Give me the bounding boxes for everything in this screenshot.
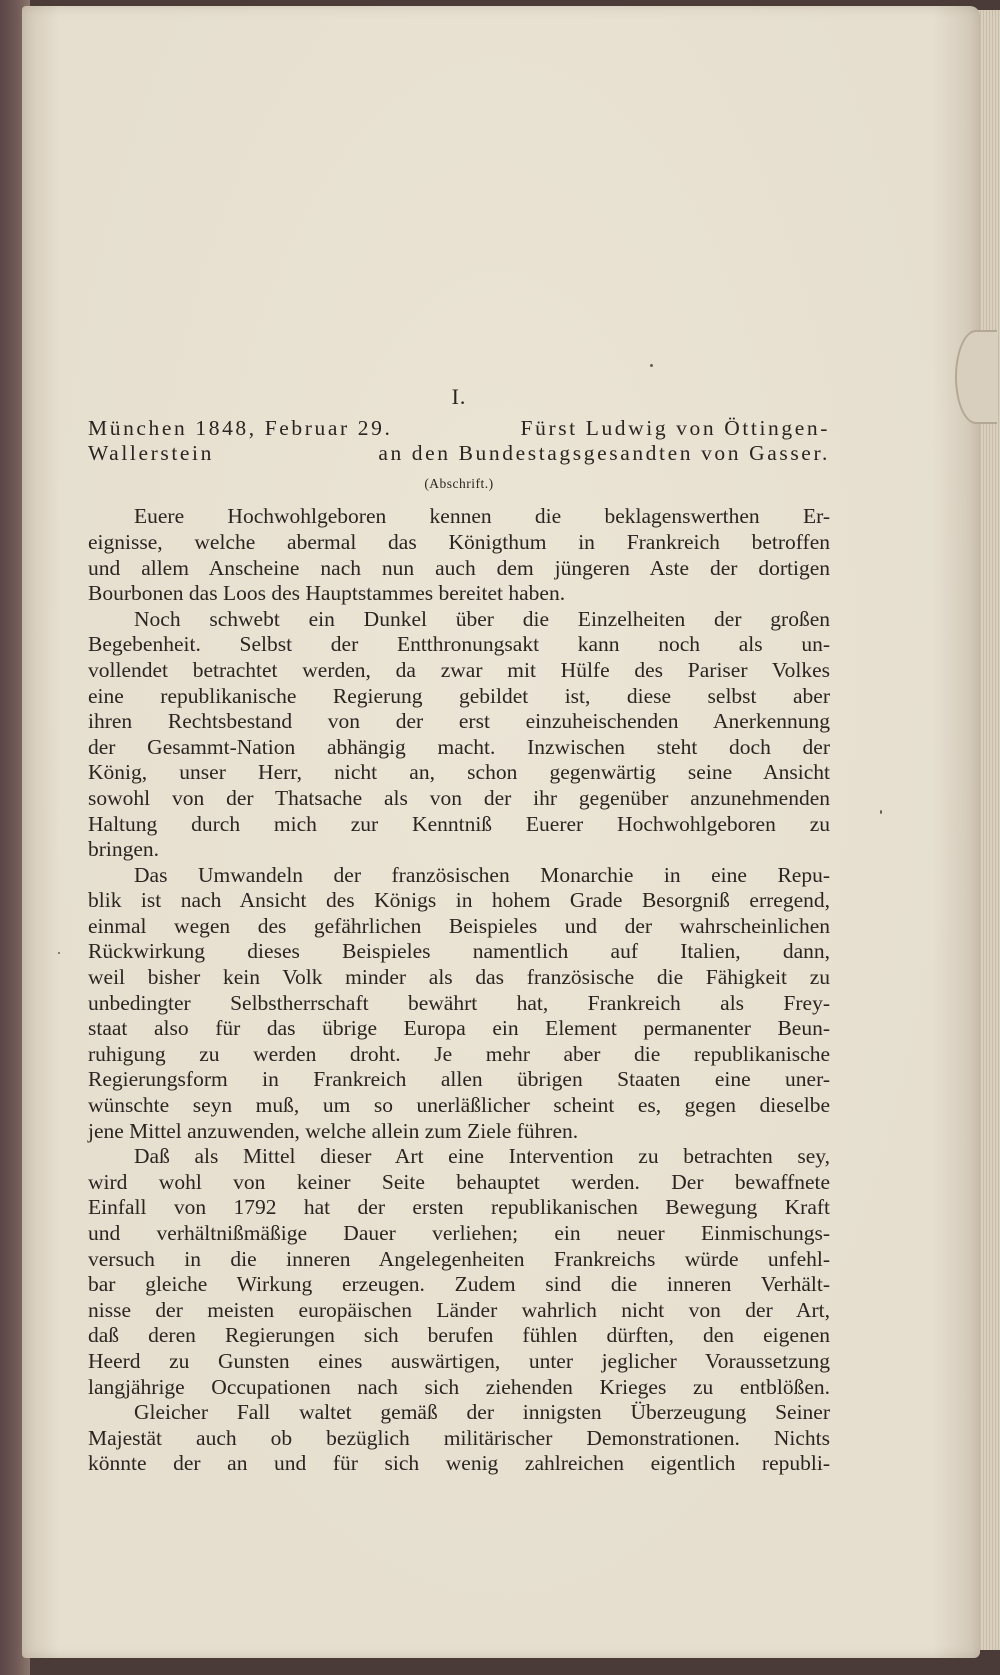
header-place-date: München 1848, Februar 29.: [88, 415, 393, 440]
text-line: Das Umwandeln der französischen Monarchie in eine Repu-: [134, 862, 830, 887]
text-line: bar gleiche Wirkung erzeugen. Zudem sind die inneren Verhält-: [88, 1272, 830, 1297]
document-body: [88, 504, 830, 1477]
text-line: staat also für das übrige Europa ein Element permanenter Beun-: [88, 1016, 830, 1041]
text-line: und verhältnißmäßige Dauer verliehen; ein neuer Einmischungs-: [88, 1221, 830, 1245]
header-sender-cont: Wallerstein: [88, 441, 214, 466]
text-line: Majestät auch ob bezüglich militärischer Demonstrationen. Nichts: [88, 1425, 830, 1450]
text-line: Regierungsform in Frankreich allen übrigen Staaten eine uner-: [88, 1067, 830, 1092]
document-header-line-2: [88, 441, 830, 467]
text-line: wird wohl von keiner Seite behauptet werden. Der bewaffnete: [88, 1169, 830, 1194]
text-line: Rückwirkung dieses Beispieles namentlich auf Italien, dann,: [88, 939, 830, 964]
text-line: vollendet betrachtet werden, da zwar mit Hülfe des Pariser Volkes: [88, 657, 830, 682]
text-line: sowohl von der Thatsache als von der ihr gegenüber anzunehmenden: [88, 785, 830, 810]
text-line: König, unser Herr, nicht an, schon gegenwärtig seine Ansicht: [88, 760, 830, 785]
text-line: ruhigung zu werden droht. Je mehr aber die republikanische: [88, 1041, 830, 1066]
text-line: unbedingter Selbstherrschaft bewährt hat, Frankreich als Frey-: [88, 990, 830, 1015]
document-text: [88, 384, 830, 1477]
text-line: daß deren Regierungen sich berufen fühlen dürften, den eigenen: [88, 1323, 830, 1348]
document-header-line-1: [88, 416, 830, 442]
text-line: nisse der meisten europäischen Länder wahrlich nicht von der Art,: [88, 1297, 830, 1322]
text-line: könnte der an und für sich wenig zahlreichen eigentlich republi-: [88, 1451, 830, 1476]
text-line: Heerd zu Gunsten eines auswärtigen, unter jeglicher Voraussetzung: [88, 1348, 830, 1373]
text-line: bringen.: [88, 837, 160, 862]
text-line: blik ist nach Ansicht des Königs in hohem Grade Besorgniß erregend,: [88, 888, 830, 913]
header-sender: Fürst Ludwig von Öttingen-: [520, 415, 830, 440]
text-line: Daß als Mittel dieser Art eine Intervention zu betrachten sey,: [134, 1144, 830, 1169]
text-line: Begebenheit. Selbst der Entthronungsakt kann noch als un-: [88, 632, 830, 657]
page-edges: [977, 10, 1000, 1650]
text-line: einmal wegen des gefährlichen Beispieles und der wahrscheinlichen: [88, 913, 830, 938]
paper-speck: [880, 810, 882, 814]
text-line: Bourbonen das Loos des Hauptstammes bereitet haben.: [88, 581, 566, 606]
paper-speck: [650, 364, 653, 367]
text-line: wünschte seyn muß, um so unerläßlicher scheint es, gegen dieselbe: [88, 1093, 830, 1118]
copy-note: (Abschrift.): [424, 475, 494, 491]
page-tab-marker: [955, 330, 997, 424]
text-line: Gleicher Fall waltet gemäß der innigsten Überzeugung Seiner: [134, 1400, 830, 1425]
paper-speck: [58, 952, 60, 954]
text-line: Einfall von 1792 hat der ersten republikanischen Bewegung Kraft: [88, 1195, 830, 1220]
text-line: versuch in die inneren Angelegenheiten Frankreichs würde unfehl-: [88, 1246, 830, 1271]
text-line: eine republikanische Regierung gebildet ist, diese selbst aber: [88, 683, 830, 708]
text-line: langjährige Occupationen nach sich ziehenden Krieges zu entblößen.: [88, 1374, 830, 1399]
header-recipient: an den Bundestagsgesandten von Gasser.: [378, 441, 830, 466]
document-number: I.: [451, 384, 467, 409]
text-line: weil bisher kein Volk minder als das französische die Fähigkeit zu: [88, 965, 830, 990]
text-line: und allem Anscheine nach nun auch dem jüngeren Aste der dortigen: [88, 555, 830, 580]
text-line: ihren Rechtsbestand von der erst einzuheischenden Anerkennung: [88, 709, 830, 734]
text-line: jene Mittel anzuwenden, welche allein zum Ziele führen.: [88, 1118, 579, 1143]
text-line: Haltung durch mich zur Kenntniß Euerer Hochwohlgeboren zu: [88, 811, 830, 836]
text-line: Noch schwebt ein Dunkel über die Einzelheiten der großen: [134, 606, 830, 631]
text-line: der Gesammt-Nation abhängig macht. Inzwischen steht doch der: [88, 734, 830, 759]
text-line: eignisse, welche abermal das Königthum in Frankreich betroffen: [88, 529, 830, 554]
text-line: Euere Hochwohlgeboren kennen die beklagenswerthen Er-: [134, 504, 830, 529]
